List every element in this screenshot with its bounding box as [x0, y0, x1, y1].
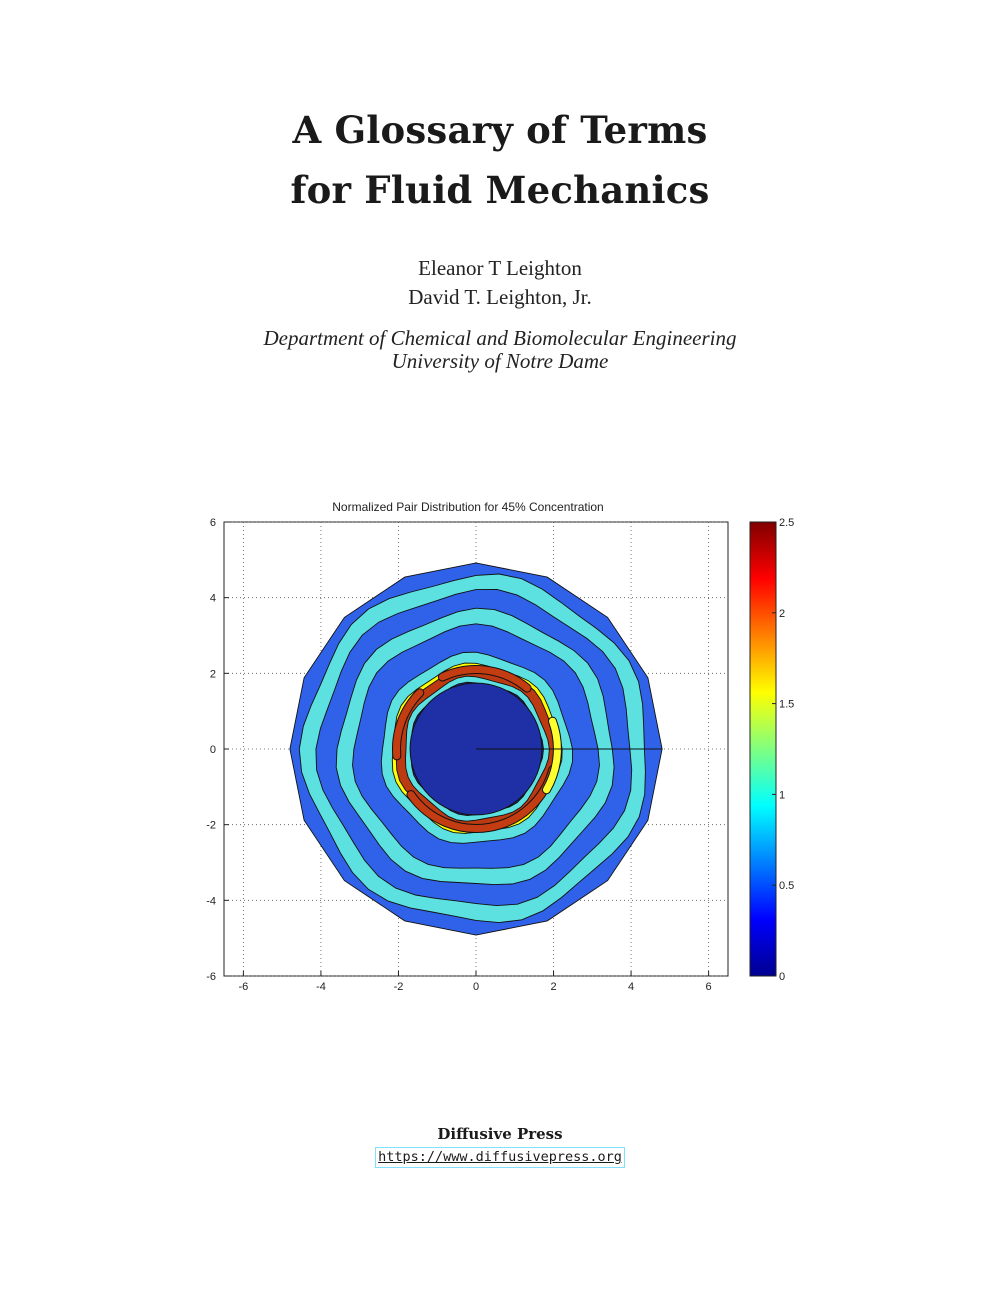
- x-tick-label: 0: [472, 981, 480, 993]
- x-tick-label: -6: [238, 981, 249, 993]
- publisher-url-link[interactable]: https://www.diffusivepress.org: [375, 1147, 625, 1168]
- contour-layer: [290, 563, 662, 935]
- colorbar-tick-label: 0: [779, 971, 786, 983]
- chart-title: Normalized Pair Distribution for 45% Concentration: [332, 500, 604, 514]
- colorbar-tick-label: 0.5: [779, 880, 795, 893]
- author-2: David T. Leighton, Jr.: [408, 285, 592, 309]
- contour-streak: [367, 749, 370, 773]
- x-tick-label: 6: [705, 981, 712, 993]
- affiliation-university: University of Notre Dame: [391, 349, 609, 373]
- title-line-1: A Glossary of Terms: [292, 108, 708, 152]
- y-tick-label: -6: [206, 971, 216, 983]
- x-tick-label: 2: [550, 981, 557, 993]
- colorbar-tick-label: 1.5: [779, 698, 795, 711]
- y-tick-label: -4: [206, 895, 216, 908]
- y-tick-label: 0: [209, 744, 216, 756]
- pair-distribution-figure: [0, 490, 1000, 1000]
- colorbar-tick-label: 2.5: [779, 517, 795, 529]
- x-tick-label: -4: [316, 981, 326, 993]
- contour-streak: [477, 640, 501, 643]
- colorbar: [750, 522, 776, 976]
- affiliation-department: Department of Chemical and Biomolecular Engineering: [263, 326, 737, 350]
- author-1: Eleanor T Leighton: [418, 256, 582, 280]
- y-tick-label: 6: [209, 517, 216, 529]
- contour-streak: [476, 874, 504, 877]
- colorbar-tick-label: 1: [779, 789, 786, 802]
- y-tick-label: 4: [209, 592, 216, 605]
- x-tick-label: -2: [393, 981, 404, 993]
- y-tick-label: 2: [209, 668, 216, 681]
- publisher-name: Diffusive Press: [437, 1125, 563, 1143]
- x-tick-label: 4: [628, 981, 635, 993]
- colorbar-tick-label: 2: [779, 607, 786, 620]
- y-tick-label: -2: [206, 819, 216, 832]
- title-line-2: for Fluid Mechanics: [290, 168, 710, 212]
